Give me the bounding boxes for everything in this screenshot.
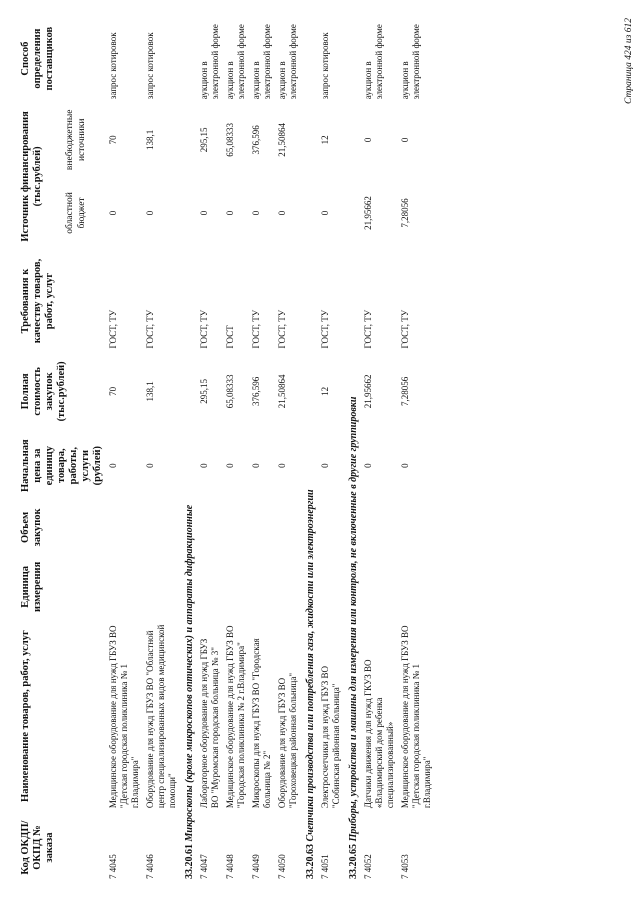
item-name: Датчики движения для нужд ГКУЗ ВО «Владимирский дом ребенка специализированный»: [363, 659, 395, 809]
item-extra-budget: 376,596: [251, 125, 261, 155]
item-quality: ГОСТ, ТУ: [251, 309, 261, 349]
item-total: 7,28056: [400, 376, 410, 406]
order-number: 7 4048: [225, 854, 235, 879]
item-quality: ГОСТ, ТУ: [199, 309, 209, 349]
item-method: запрос котировок: [145, 32, 155, 100]
item-unit: [223, 554, 249, 620]
item-quality: ГОСТ, ТУ: [108, 309, 118, 349]
group-code: 33.20.61: [184, 844, 195, 879]
header-price: Начальная цена за единицу товара, работы, услуги (рублей): [20, 439, 103, 493]
item-price: 0: [108, 463, 118, 468]
header-source-extra: внебюджетные источники: [65, 109, 87, 171]
table-row: [275, 14, 301, 883]
item-extra-budget: 70: [108, 135, 118, 145]
item-total: 12: [320, 386, 330, 396]
item-method: аукцион в электронной форме: [363, 24, 384, 100]
item-unit: [143, 554, 180, 620]
item-unit: [197, 554, 223, 620]
header-source-regional: областной бюджет: [65, 192, 87, 234]
table-row: [318, 14, 344, 883]
order-number: 7 4052: [363, 854, 373, 879]
group-title: Приборы, устройства и машины для измерения или контроля, не включенные в другие группировки: [348, 396, 359, 842]
item-method: аукцион в электронной форме: [251, 24, 272, 100]
item-unit: [106, 554, 143, 620]
group-row: [180, 14, 197, 883]
item-extra-budget: 138,1: [145, 129, 155, 150]
order-number: 7 4050: [277, 854, 287, 879]
item-volume: [143, 501, 180, 554]
item-regional-budget: 0: [320, 210, 330, 216]
table-row: [249, 14, 275, 883]
item-total: 376,596: [251, 376, 261, 406]
item-total: 138,1: [145, 381, 155, 402]
item-name: Оборудование для нужд ГБУЗ ВО "Областной центр специализированных видов медицинской помощи": [145, 624, 177, 809]
item-quality: ГОСТ, ТУ: [400, 309, 410, 349]
item-extra-budget: 0: [363, 137, 373, 143]
item-method: аукцион в электронной форме: [225, 24, 246, 100]
table-row: [106, 14, 143, 883]
item-extra-budget: 12: [320, 135, 330, 145]
item-name: Медицинское оборудование для нужд ГБУЗ ВО "Детская городская поликлиника № 1 г.Владимира": [400, 625, 432, 809]
table-header: [18, 14, 106, 883]
header-quality: Требования к качеству товаров, работ, услуг: [20, 258, 55, 344]
item-name: Медицинское оборудование для нужд ГБУЗ ВО "Городская поликлиника № 2 г.Владимира": [225, 625, 246, 809]
table-body: [106, 14, 435, 883]
group-row: [301, 14, 318, 883]
group-heading: [301, 14, 318, 883]
item-extra-budget: 295,15: [199, 127, 209, 153]
item-quality: ГОСТ, ТУ: [363, 309, 373, 349]
item-regional-budget: 0: [145, 210, 155, 216]
item-regional-budget: 0: [277, 210, 287, 216]
group-heading: [344, 14, 361, 883]
item-extra-budget: 0: [400, 137, 410, 143]
item-volume: [249, 501, 275, 554]
header-volume: Объем закупок: [20, 508, 43, 547]
order-number: 7 4047: [199, 854, 209, 879]
item-method: аукцион в электронной форме: [199, 24, 220, 100]
order-number: 7 4045: [108, 854, 118, 879]
page-number: Страница 424 из 612: [624, 18, 634, 104]
item-total: 295,15: [199, 378, 209, 404]
item-regional-budget: 0: [108, 210, 118, 216]
procurement-table: [18, 14, 435, 883]
item-volume: [197, 501, 223, 554]
item-name: Электросчетчики для нужд ГБУЗ ВО "Собинская районная больница": [320, 665, 341, 809]
item-price: 0: [145, 463, 155, 468]
item-volume: [223, 501, 249, 554]
item-quality: ГОСТ, ТУ: [145, 309, 155, 349]
item-name: Лабораторное оборудование для нужд ГБУЗ ВО "Муромская городская больница № 3": [199, 638, 220, 809]
item-price: 0: [363, 463, 373, 468]
item-method: запрос котировок: [108, 32, 118, 100]
item-volume: [106, 501, 143, 554]
table-row: [143, 14, 180, 883]
table-row: [361, 14, 398, 883]
item-volume: [361, 501, 398, 554]
item-name: Медицинское оборудование для нужд ГБУЗ ВО "Детская городская поликлиника № 1 г.Владимира": [108, 625, 140, 809]
item-price: 0: [225, 463, 235, 468]
table-row: [197, 14, 223, 883]
table-row: [398, 14, 435, 883]
item-total: 21,50864: [277, 374, 287, 409]
group-code: 33.20.65: [348, 844, 359, 879]
item-quality: ГОСТ: [225, 325, 235, 349]
header-total: Полная стоимость закупок (тыс.рублей): [20, 361, 67, 422]
item-quality: ГОСТ, ТУ: [277, 309, 287, 349]
item-unit: [275, 554, 301, 620]
item-extra-budget: 21,50864: [277, 122, 287, 157]
group-title: Счетчики производства или потребления газа, жидкости или электроэнергии: [305, 489, 316, 842]
group-title: Микроскопы (кроме микроскопов оптических) и аппараты дифракционные: [184, 504, 195, 842]
group-heading: [180, 14, 197, 883]
header-unit: Единица измерения: [20, 561, 43, 612]
item-unit: [361, 554, 398, 620]
header-name: Наименование товаров, работ, услуг: [20, 630, 31, 802]
item-method: аукцион в электронной форме: [400, 24, 421, 100]
item-volume: [275, 501, 301, 554]
item-total: 65,08333: [225, 374, 235, 409]
item-regional-budget: 7,28056: [400, 198, 410, 228]
item-price: 0: [320, 463, 330, 468]
item-regional-budget: 0: [225, 210, 235, 216]
item-method: запрос котировок: [320, 32, 330, 100]
order-number: 7 4053: [400, 854, 410, 879]
header-source: Источник финансирования (тыс.рублей): [20, 111, 43, 242]
table-row: [223, 14, 249, 883]
group-code: 33.20.63: [305, 844, 316, 879]
item-price: 0: [400, 463, 410, 468]
header-method: Способ определения поставщиков: [20, 26, 55, 91]
order-number: 7 4051: [320, 854, 330, 879]
item-total: 21,95662: [363, 374, 373, 409]
item-name: Оборудование для нужд ГБУЗ ВО "Гороховецкая районная больница": [277, 672, 298, 809]
item-regional-budget: 0: [251, 210, 261, 216]
item-extra-budget: 65,08333: [225, 122, 235, 157]
item-quality: ГОСТ, ТУ: [320, 309, 330, 349]
item-volume: [398, 501, 435, 554]
item-method: аукцион в электронной форме: [277, 24, 298, 100]
item-price: 0: [199, 463, 209, 468]
item-unit: [249, 554, 275, 620]
item-regional-budget: 21,95662: [363, 196, 373, 230]
item-unit: [398, 554, 435, 620]
item-volume: [318, 501, 344, 554]
order-number: 7 4046: [145, 854, 155, 879]
header-code: Код ОКДП/ ОКПД № заказа: [20, 820, 55, 875]
item-total: 70: [108, 386, 118, 396]
order-number: 7 4049: [251, 854, 261, 879]
item-unit: [318, 554, 344, 620]
item-regional-budget: 0: [199, 210, 209, 216]
item-name: Микроскопы для нужд ГБУЗ ВО "Городская больница № 2": [251, 638, 272, 809]
group-row: [344, 14, 361, 883]
item-price: 0: [251, 463, 261, 468]
item-price: 0: [277, 463, 287, 468]
